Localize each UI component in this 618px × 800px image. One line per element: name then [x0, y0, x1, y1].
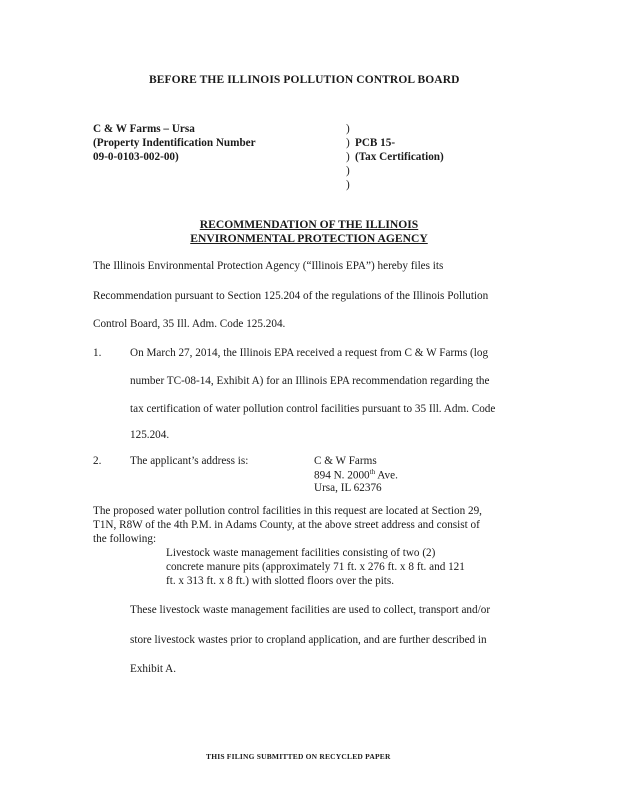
facility-desc-line-3: ft. x 313 ft. x 8 ft.) with slotted floors over the pits.	[166, 575, 395, 587]
address-city: Ursa, IL 62376	[314, 482, 382, 494]
caption-paren-1: )	[346, 123, 350, 135]
property-id-number: 09-0-0103-002-00)	[93, 151, 179, 163]
item-1-line-4: 125.204.	[130, 429, 170, 441]
caption-paren-2: )	[346, 137, 350, 149]
case-type: (Tax Certification)	[355, 151, 444, 163]
caption-paren-5: )	[346, 179, 350, 191]
facilities-line-1: The proposed water pollution control facilities in this request are located at Section 29,	[93, 505, 482, 517]
address-street-number: 894 N. 2000	[314, 469, 370, 482]
intro-line-1: The Illinois Environmental Protection Agency (“Illinois EPA”) hereby files its	[93, 260, 444, 272]
address-street	[314, 468, 398, 482]
property-id-label: (Property Indentification Number	[93, 137, 256, 149]
caption-paren-4: )	[346, 165, 350, 177]
address-street-ordinal: th	[369, 468, 376, 476]
usage-line-2: store livestock wastes prior to cropland application, and are further described in	[130, 634, 487, 646]
party-name: C & W Farms – Ursa	[93, 123, 195, 135]
item-1-line-2: number TC-08-14, Exhibit A) for an Illinois EPA recommendation regarding the	[130, 375, 490, 387]
address-name: C & W Farms	[314, 455, 377, 467]
intro-line-2: Recommendation pursuant to Section 125.204 of the regulations of the Illinois Pollution	[93, 290, 489, 302]
address-street-suffix: Ave.	[375, 469, 398, 482]
caption-paren-3: )	[346, 151, 350, 163]
footer-recycled-paper: THIS FILING SUBMITTED ON RECYCLED PAPER	[206, 752, 391, 761]
item-2-number: 2.	[93, 455, 102, 467]
recommendation-title-line2: ENVIRONMENTAL PROTECTION AGENCY	[190, 232, 428, 245]
usage-line-1: These livestock waste management facilities are used to collect, transport and/or	[130, 604, 491, 616]
usage-line-3: Exhibit A.	[130, 663, 176, 675]
recommendation-title-line1: RECOMMENDATION OF THE ILLINOIS	[199, 218, 419, 231]
facilities-line-2: T1N, R8W of the 4th P.M. in Adams County, at the above street address and consist of	[93, 519, 480, 531]
item-1-number: 1.	[93, 347, 102, 359]
case-number: PCB 15-	[355, 137, 396, 149]
item-2-label: The applicant’s address is:	[130, 455, 249, 467]
intro-line-3: Control Board, 35 Ill. Adm. Code 125.204.	[93, 318, 286, 330]
item-1-line-1: On March 27, 2014, the Illinois EPA received a request from C & W Farms (log	[130, 347, 489, 359]
facilities-line-3: the following:	[93, 533, 157, 545]
item-1-line-3: tax certification of water pollution control facilities pursuant to 35 Ill. Adm. Code	[130, 403, 496, 415]
facility-desc-line-1: Livestock waste management facilities consisting of two (2)	[166, 547, 436, 559]
facility-desc-line-2: concrete manure pits (approximately 71 ft. x 276 ft. x 8 ft. and 121	[166, 561, 465, 573]
document-title: BEFORE THE ILLINOIS POLLUTION CONTROL BOARD	[149, 74, 460, 86]
